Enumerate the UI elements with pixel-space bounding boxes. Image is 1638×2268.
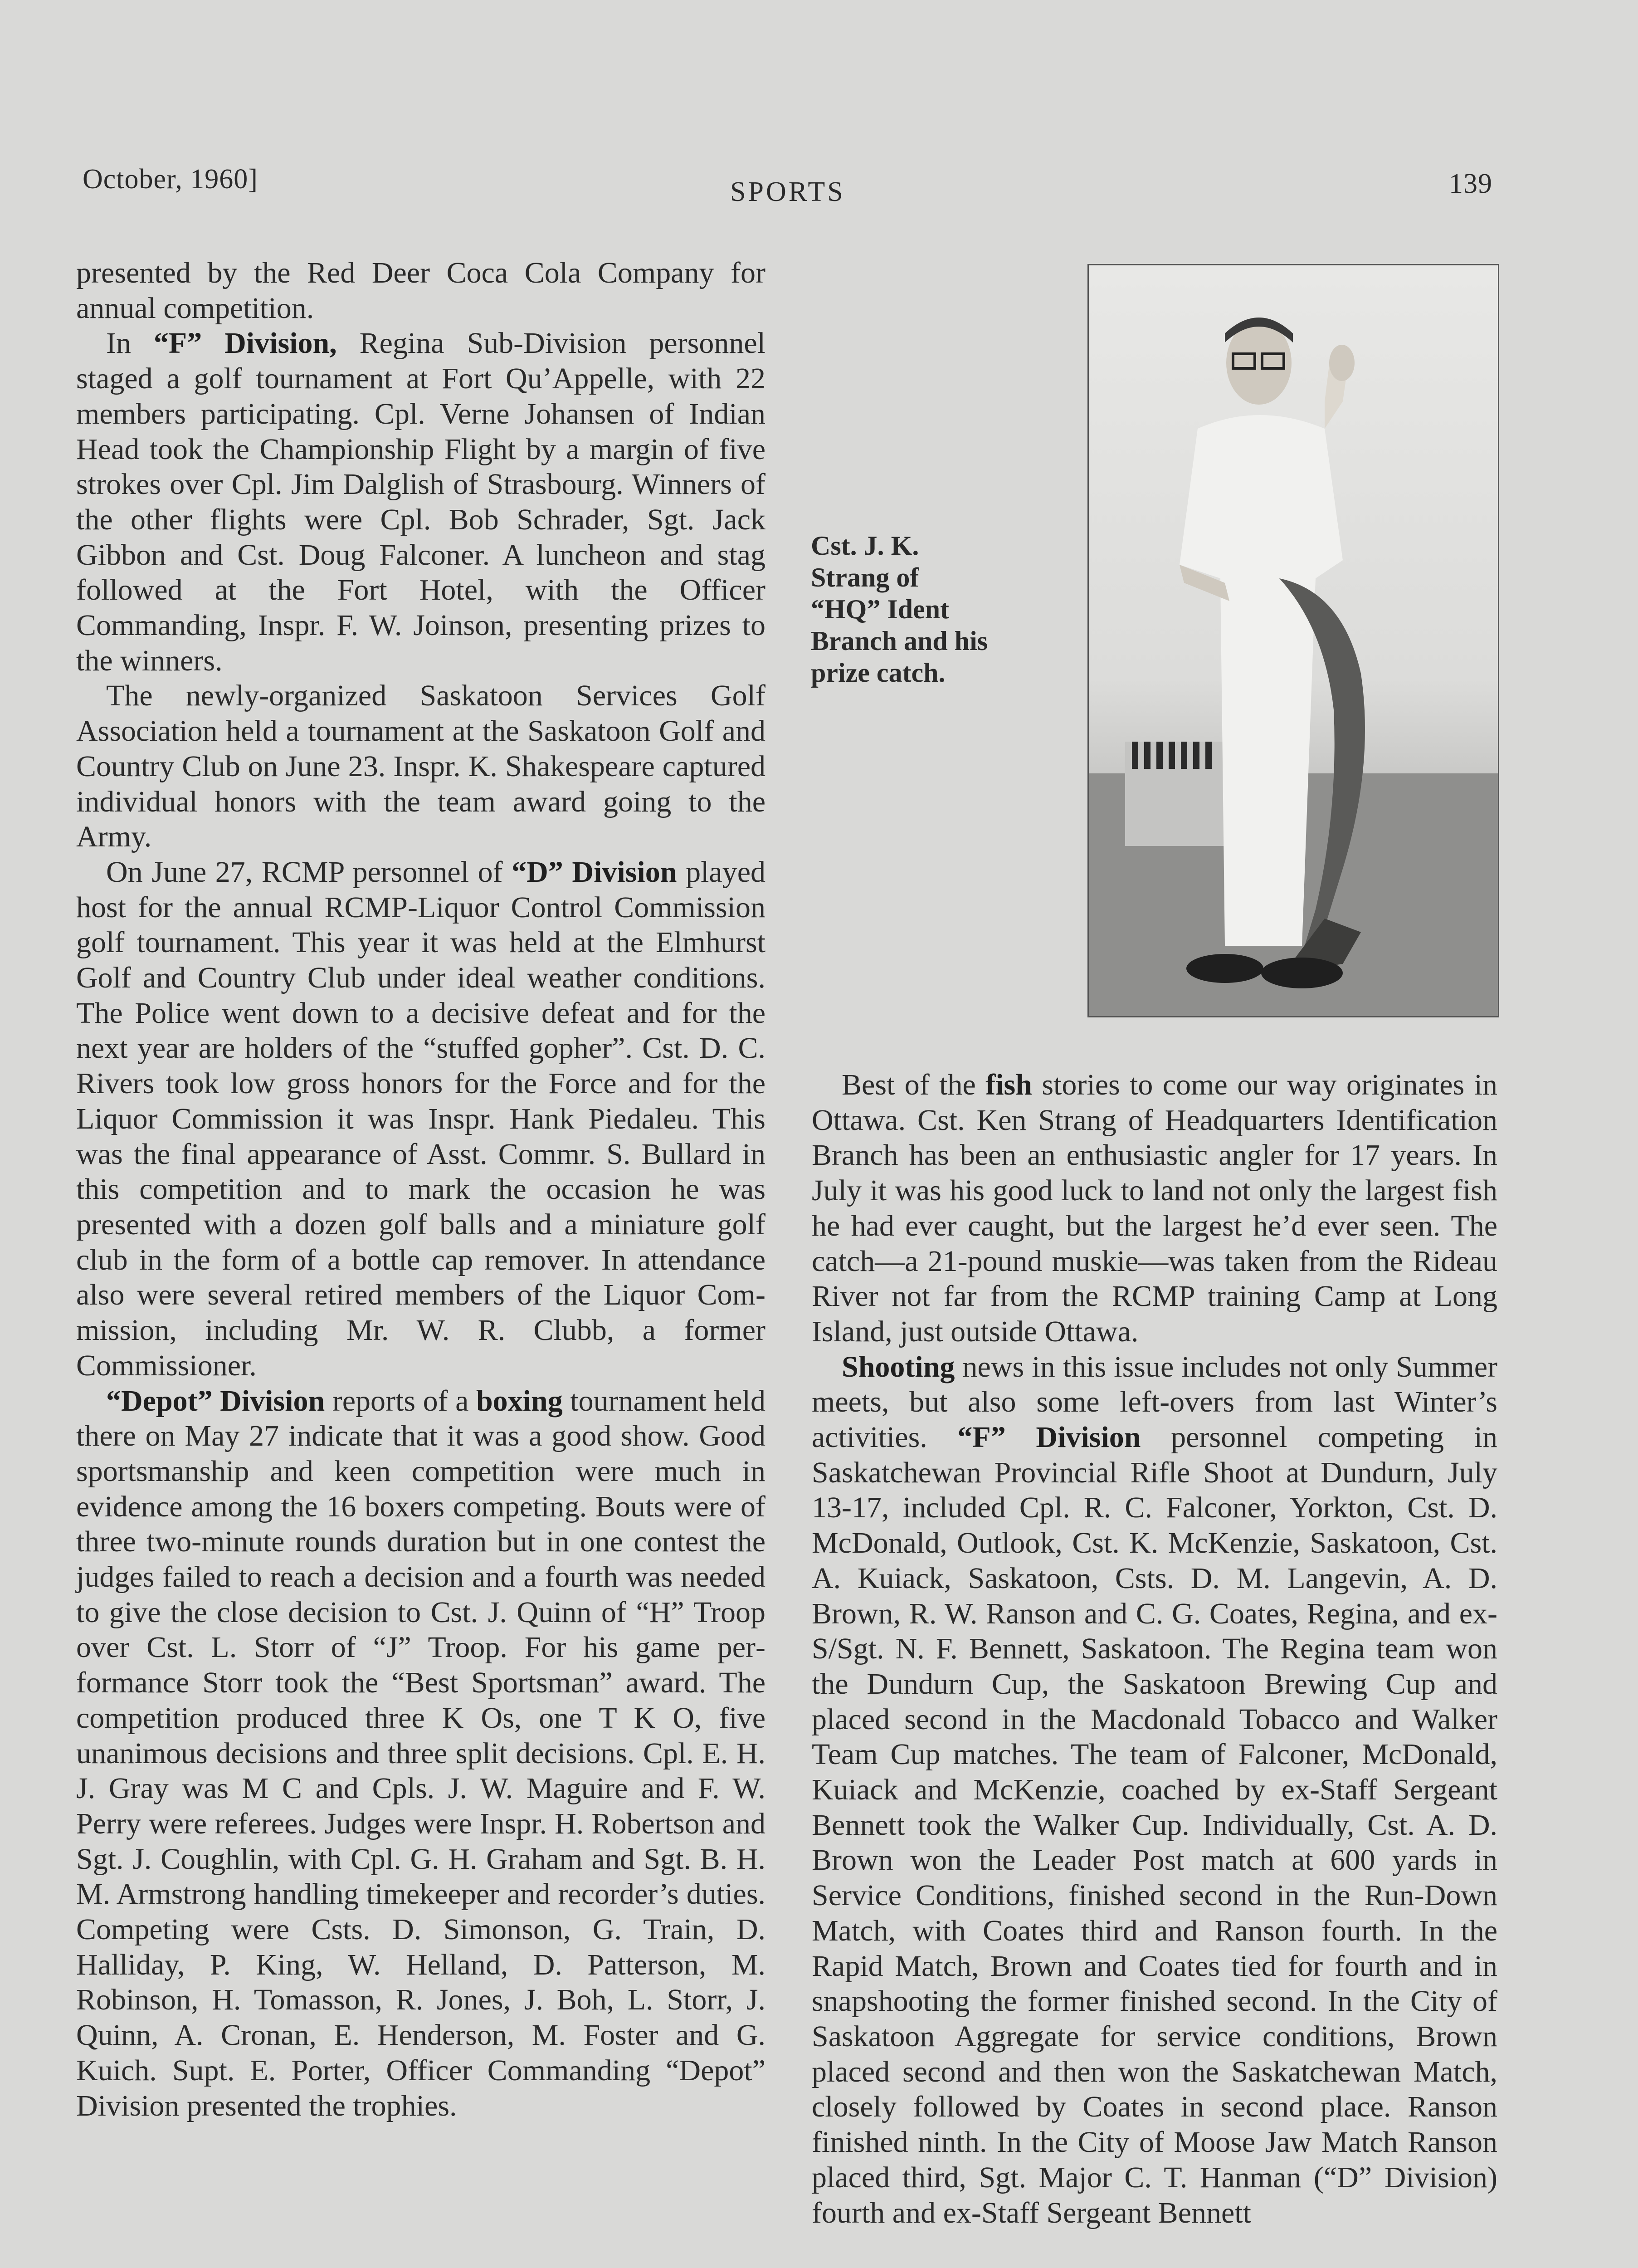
photo-caption: Cst. J. K. Strang of “HQ” Ident Branch and his prize catch.	[811, 531, 988, 688]
fish-photo	[1087, 264, 1499, 1017]
paragraph: On June 27, RCMP personnel of “D” Division played host for the annual RCMP-Liquor Control Commission golf tournament. This year it was held at the Elmhurst Golf and Country Club under ideal weather conditions. The Police went down to a decisive defeat and for the next year are holders of the “stuffed gopher”. Cst. D. C. Rivers took low gross honors for the Force and for the Liquor Commission it was Inspr. Hank Piedaleu. This was the final appearance of Asst. Commr. S. Bullard in this competition and to mark the occasion he was presented with a dozen golf balls and a miniature golf club in the form of a bottle cap remover. In attendance also were several retired members of the Liquor Commission, including Mr. W. R. Clubb, a former Commissioner.	[76, 855, 765, 1382]
paragraph: Shooting news in this issue includes not only Summer meets, but also some left-overs from last Winter’s activities. “F” Division personnel competing in Saskatchewan Provincial Rifle Shoot at Dundurn, July 13-17, included Cpl. R. C. Falconer, Yorkton, Cst. D. McDonald, Outlook, Cst. K. McKenzie, Saskatoon, Cst. A. Kuiack, Saskatoon, Csts. D. M. Langevin, A. D. Brown, R. W. Ranson and C. G. Coates, Regina, and ex-S/Sgt. N. F. Bennett, Saskatoon. The Regina team won the Dundurn Cup, the Saskatoon Brewing Cup and placed second in the Macdonald Tobacco and Walker Team Cup matches. The team of Falconer, McDonald, Kuiack and McKenzie, coached by ex-Staff Sergeant Bennett took the Walker Cup. Individually, Cst. A. D. Brown won the Leader Post match at 600 yards in Service Conditions, finished second in the Run-Down Match, with Coates third and Ranson fourth. In the Rapid Match, Brown and Coates tied for fourth and in snapshooting the former finished second. In the City of Saskatoon Aggregate for service conditions, Brown placed second and then won the Saskatchewan Match, closely followed by Coates in second place. Ranson finished ninth. In the City of Moose Jaw Match Ranson placed third, Sgt. Major C. T. Hanman (“D” Division) fourth and ex-Staff Sergeant Bennett	[812, 1350, 1497, 2229]
page-number: 139	[1449, 168, 1492, 199]
paragraph: The newly-organized Saskatoon Services Golf Association held a tournament at the Saskatoon Golf and Country Club on June 23. Inspr. K. Shakespeare captured individual honors with the team award going to the Army.	[76, 679, 765, 854]
issue-date: October, 1960]	[83, 164, 258, 195]
paragraph: In “F” Division, Regina Sub-Division personnel staged a golf tournament at Fort Qu’Appelle, with 22 members participating. Cpl. Verne Johansen of Indian Head took the Championship Flight by a margin of five strokes over Cpl. Jim Dalglish of Strasbourg. Winners of the other flights were Cpl. Bob Schrader, Sgt. Jack Gibbon and Cst. Doug Falconer. A luncheon and stag followed at the Fort Hotel, with the Officer Commanding, Inspr. F. W. Joinson, presenting prizes to the winners.	[76, 327, 765, 677]
paragraph: “Depot” Division reports of a boxing tournament held there on May 27 indicate that it was a good show. Good sportsmanship and keen competition were much in evidence among the 16 boxers competing. Bouts were of three two-minute rounds duration but in one contest the judges failed to reach a decision and a fourth was needed to give the close decision to Cst. J. Quinn of “H” Troop over Cst. L. Storr of “J” Troop. For his game performance Storr took the “Best Sportsman” award. The competition produced three K Os, one T K O, five unanimous decisions and three split decisions. Cpl. E. H. J. Gray was M C and Cpls. J. W. Maguire and F. W. Perry were referees. Judges were Inspr. H. Robertson and Sgt. J. Coughlin, with Cpl. G. H. Graham and Sgt. B. H. M. Armstrong handling timekeeper and recorder’s duties. Competing were Csts. D. Simonson, G. Train, D. Halliday, P. King, W. Helland, D. Patterson, M. Robinson, H. Tomasson, R. Jones, J. Boh, L. Storr, J. Quinn, A. Cronan, E. Henderson, M. Foster and G. Kuich. Supt. E. Porter, Officer Commanding “Depot” Division presented the trophies.	[76, 1384, 765, 2122]
paragraph: Best of the fish stories to come our way originates in Ottawa. Cst. Ken Strang of Headquarters Identification Branch has been an enthusiastic angler for 17 years. In July it was his good luck to land not only the largest fish he had ever caught, but the largest he’d ever seen. The catch—a 21-pound muskie—was taken from the Rideau River not far from the RCMP training Camp at Long Island, just outside Ottawa.	[812, 1068, 1497, 1348]
section-title: SPORTS	[730, 176, 845, 207]
page-header	[0, 163, 1638, 209]
left-column	[76, 255, 765, 2123]
right-column	[812, 1067, 1497, 2230]
paragraph: presented by the Red Deer Coca Cola Company for annual competition.	[76, 256, 765, 325]
